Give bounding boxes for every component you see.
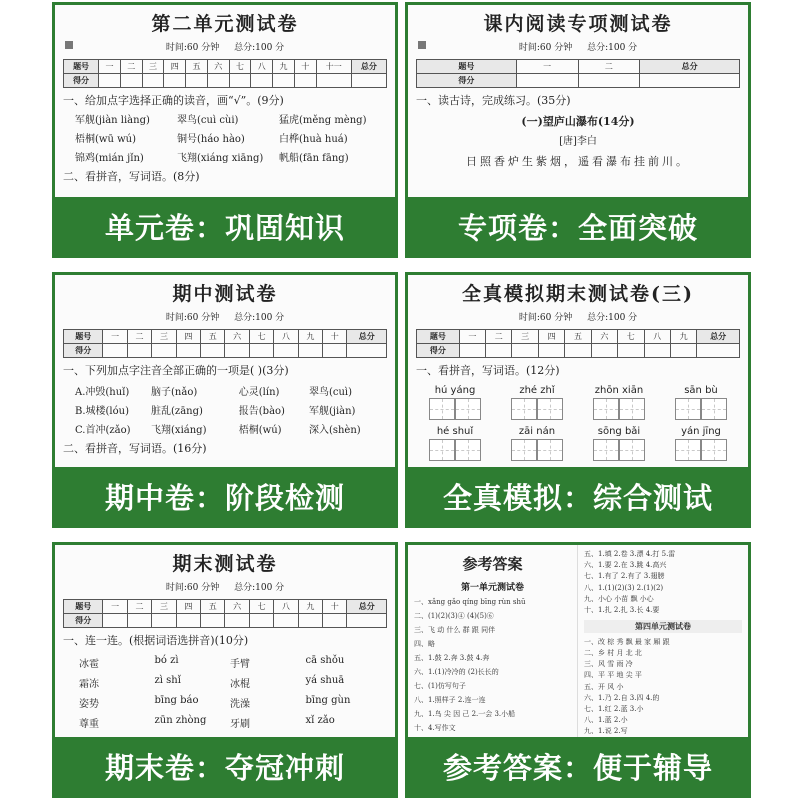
- answer-line: 九、1.说 2.写: [584, 727, 628, 736]
- pinyin-box: [511, 385, 563, 420]
- score-table-header: 三: [152, 330, 176, 344]
- score-table-header: 九: [670, 330, 696, 344]
- question-1: 一、给加点字选择正确的读音，画“√”。(9分): [63, 94, 284, 107]
- score-table-header: 题号: [417, 60, 517, 74]
- answer-line: 八、1.蓝 2.小: [584, 716, 628, 725]
- score-table-header: 一: [103, 600, 127, 614]
- answer-line: 二、乡 村 月 北 北: [584, 649, 642, 658]
- answer-subtitle-2: 第四单元测试卷: [584, 620, 742, 633]
- match-item: bīng gùn: [305, 694, 351, 706]
- score-cell: [347, 344, 387, 358]
- writing-cell: [537, 398, 563, 420]
- score-table-header: 题号: [64, 600, 103, 614]
- pinyin-box: [429, 385, 481, 420]
- score-table: [416, 59, 740, 88]
- score-cell: [316, 74, 351, 88]
- score-table-header: 总分: [640, 60, 740, 74]
- exam-paper-mock: [408, 275, 748, 471]
- answer-column-right: [578, 545, 748, 741]
- option-item: 翠鸟(cuì): [308, 386, 352, 398]
- option-item: C.首冲(zǎo): [75, 424, 131, 436]
- score-cell: [201, 344, 225, 358]
- option-item: 梧桐(wū wú): [75, 133, 136, 145]
- writing-cell: [511, 398, 537, 420]
- match-item: zūn zhòng: [154, 714, 207, 726]
- score-cell: [644, 344, 670, 358]
- question-2: 二、看拼音，写词语。(16分): [63, 441, 207, 455]
- score-cell: [164, 74, 186, 88]
- score-table-header: 五: [201, 330, 225, 344]
- score-cell: [274, 614, 298, 628]
- answer-line: 七、1.有了 2.有了 3.翅膀: [584, 572, 665, 581]
- banner-label: 期中卷：阶段检测: [55, 467, 395, 525]
- test-meta: [55, 40, 395, 53]
- score-table-header: 总分: [351, 60, 386, 74]
- banner-label: 参考答案：便于辅导: [408, 737, 748, 795]
- pinyin-row-2: [414, 426, 742, 461]
- score-table-header: 七: [249, 600, 273, 614]
- pinyin-box: [511, 426, 563, 461]
- score-table-header: 总分: [347, 330, 387, 344]
- answer-subtitle: 第一单元测试卷: [460, 583, 524, 593]
- option-item: 梧桐(wú): [238, 424, 282, 436]
- pinyin-text: sān bù: [684, 384, 718, 396]
- pinyin-text: hú yáng: [434, 384, 476, 396]
- answer-lines-right: [584, 549, 742, 616]
- score-cell: [298, 344, 322, 358]
- pinyin-box: [675, 385, 727, 420]
- score-table: [63, 59, 387, 88]
- score-table-header: 九: [298, 330, 322, 344]
- panel-midterm-test: [52, 272, 398, 528]
- score-cell: [565, 344, 591, 358]
- page-title: 课内阅读专项测试卷: [483, 13, 673, 35]
- matching-list: [79, 655, 381, 730]
- pinyin-text: zāi nán: [518, 425, 556, 437]
- match-item: bīng báo: [154, 694, 199, 706]
- score-table-header: 十: [323, 330, 347, 344]
- match-item: 霜冻: [79, 678, 99, 690]
- score-cell: [323, 614, 347, 628]
- page-title: 第二单元测试卷: [151, 13, 299, 35]
- exam-paper-final: [55, 545, 395, 741]
- pinyin-row-1: [414, 385, 742, 420]
- match-item: bó zì: [154, 654, 179, 666]
- pinyin-text: sōng bǎi: [597, 425, 641, 437]
- match-item: xǐ zǎo: [305, 714, 335, 726]
- score-table-header: 八: [274, 600, 298, 614]
- option-item: 报告(bào): [238, 405, 285, 417]
- score-cell: [142, 74, 164, 88]
- score-table-header: 一: [516, 60, 578, 74]
- score-cell: [538, 344, 564, 358]
- score-label: 总分:100 分: [587, 313, 638, 323]
- score-table-header: 三: [152, 600, 176, 614]
- answer-line: 十、1.扎 2.扎 3.长 4.要: [584, 605, 660, 614]
- answer-line: 五、1.鼓 2.奔 3.鼓 4.奔: [414, 654, 490, 662]
- score-cell: [207, 74, 229, 88]
- score-table-header: 二: [127, 600, 151, 614]
- answer-line: 八、1.(1)(2)(3) 2.(1)(2): [584, 583, 664, 592]
- score-cell: [351, 74, 386, 88]
- score-table-header: 二: [486, 330, 512, 344]
- question-1: 一、下列加点字注音全部正确的一项是( )(3分): [63, 364, 289, 377]
- score-label: 总分:100 分: [234, 43, 285, 53]
- answer-line: 六、1.要 2.在 3.跳 4.高兴: [584, 561, 667, 570]
- score-table-header: 三: [512, 330, 538, 344]
- match-item: 手臂: [230, 658, 250, 670]
- pinyin-box: [429, 426, 481, 461]
- answer-line: 四、平 平 地 尖 平: [584, 671, 642, 680]
- score-cell: [103, 344, 127, 358]
- score-cell: [670, 344, 696, 358]
- writing-cell: [701, 398, 727, 420]
- score-cell: [176, 344, 200, 358]
- panel-unit-test: [52, 2, 398, 258]
- answer-columns: [408, 545, 748, 741]
- writing-cell: [429, 398, 455, 420]
- score-cell: [152, 344, 176, 358]
- option-item: 军舰(jiàn): [308, 405, 356, 417]
- panel-mock-final-test: [405, 272, 751, 528]
- score-table-header: 三: [142, 60, 164, 74]
- score-row-label: 得分: [417, 74, 517, 88]
- score-table-header: 十一: [316, 60, 351, 74]
- writing-cell: [455, 398, 481, 420]
- score-table-header: 八: [274, 330, 298, 344]
- match-item: 冰雹: [79, 658, 99, 670]
- option-item: 脏乱(zāng): [151, 405, 203, 417]
- match-item: 冰棍: [230, 678, 250, 690]
- writing-cell: [537, 439, 563, 461]
- writing-cell: [619, 439, 645, 461]
- score-table-header: 一: [99, 60, 121, 74]
- score-cell: [120, 74, 142, 88]
- question-1: 一、读古诗，完成练习。(35分): [416, 94, 571, 107]
- score-table: [63, 329, 387, 358]
- answer-line: 五、1.填 2.卷 3.漂 4.打 5.雷: [584, 550, 676, 558]
- score-table-header: 七: [229, 60, 251, 74]
- question-1-options: [75, 383, 385, 436]
- match-item: 姿势: [79, 698, 99, 710]
- score-table-header: 六: [225, 330, 249, 344]
- answer-line: 三、风 雪 雨 冷: [584, 660, 633, 669]
- question-1: 一、看拼音，写词语。(12分): [416, 364, 560, 377]
- option-item: 深入(shèn): [308, 424, 361, 436]
- score-cell: [99, 74, 121, 88]
- score-cell: [127, 344, 151, 358]
- score-table-header: 五: [186, 60, 208, 74]
- score-cell: [618, 344, 644, 358]
- score-row-label: 得分: [417, 344, 460, 358]
- answer-line: 九、1.鸟 尖 因 己 2.一会 3.小船: [414, 710, 516, 718]
- pinyin-box: [675, 426, 727, 461]
- answer-line: 七、1.红 2.蓝 3.小: [584, 705, 644, 714]
- answer-line: 二、(1)(2)(3)④ (4)(5)⑥: [414, 612, 494, 620]
- score-table-header: 四: [176, 330, 200, 344]
- test-meta: [408, 40, 748, 53]
- option-item: 铜号(háo hào): [177, 133, 245, 145]
- score-cell: [251, 74, 273, 88]
- pinyin-text: yán jīng: [681, 425, 721, 437]
- score-table-header: 六: [225, 600, 249, 614]
- panel-final-test: [52, 542, 398, 798]
- score-cell: [516, 74, 578, 88]
- answer-line: 四、略: [414, 640, 435, 648]
- score-table-header: 一: [103, 330, 127, 344]
- option-item: 心灵(lín): [238, 386, 280, 398]
- poem-title: (一)望庐山瀑布(14分): [521, 114, 635, 128]
- score-table-header: 五: [565, 330, 591, 344]
- score-table-header: 八: [644, 330, 670, 344]
- score-cell: [591, 344, 617, 358]
- score-cell: [249, 344, 273, 358]
- writing-cell: [675, 439, 701, 461]
- page-title: 全真模拟期末测试卷(三): [462, 283, 694, 305]
- option-item: 猛虎(měng mèng): [279, 114, 367, 126]
- answer-line: 九、小心 小苗 飘 小心: [584, 594, 654, 603]
- time-label: 时间:60 分钟: [518, 313, 573, 323]
- score-cell: [176, 614, 200, 628]
- score-cell: [294, 74, 316, 88]
- score-cell: [152, 614, 176, 628]
- answer-column-left: [408, 545, 578, 741]
- pinyin-box: [593, 385, 645, 420]
- answer-line: 十、4.写作文: [414, 724, 456, 732]
- answer-title: 参考答案: [462, 555, 523, 573]
- score-cell: [201, 614, 225, 628]
- exam-paper-unit: [55, 5, 395, 201]
- writing-cell: [619, 398, 645, 420]
- score-cell: [512, 344, 538, 358]
- score-cell: [347, 614, 387, 628]
- score-table-header: 六: [591, 330, 617, 344]
- time-label: 时间:60 分钟: [518, 43, 573, 53]
- option-item: 帆船(fān fāng): [279, 152, 349, 164]
- question-1-options: [75, 111, 381, 164]
- question-2: 二、看拼音，写词语。(8分): [63, 169, 200, 183]
- score-table-header: 六: [207, 60, 229, 74]
- answer-line: 五、开 风 小: [584, 682, 624, 691]
- score-cell: [298, 614, 322, 628]
- answer-lines-left: [414, 597, 571, 733]
- poem-author: [唐]李白: [559, 135, 597, 147]
- score-table-header: 八: [251, 60, 273, 74]
- score-cell: [229, 74, 251, 88]
- score-row-label: 得分: [64, 74, 99, 88]
- answer-line: 六、1.乃 2.自 3.四 4.的: [584, 693, 660, 702]
- score-row-label: 得分: [64, 614, 103, 628]
- corner-marker: [65, 41, 73, 49]
- writing-cell: [429, 439, 455, 461]
- banner-label: 全真模拟：综合测试: [408, 467, 748, 525]
- score-table-header: 二: [120, 60, 142, 74]
- panel-reading-test: [405, 2, 751, 258]
- answer-line: 六、1.(1)冷冷的 (2)长长的: [414, 668, 499, 676]
- pinyin-box: [593, 426, 645, 461]
- option-item: 飞翔(xiáng xiāng): [177, 152, 264, 164]
- panel-answer-key: [405, 542, 751, 798]
- score-cell: [697, 344, 740, 358]
- banner-label: 期末卷：夺冠冲刺: [55, 737, 395, 795]
- time-label: 时间:60 分钟: [165, 43, 220, 53]
- time-label: 时间:60 分钟: [165, 313, 220, 323]
- score-cell: [127, 614, 151, 628]
- score-cell: [578, 74, 640, 88]
- page-title: 期末测试卷: [172, 553, 278, 575]
- score-label: 总分:100 分: [234, 313, 285, 323]
- pinyin-text: zhé zhǐ: [519, 384, 555, 396]
- score-table: [63, 599, 387, 628]
- answer-line: 八、1.照样子 2.连一连: [414, 696, 486, 704]
- score-table-header: 九: [298, 600, 322, 614]
- score-table-header: 一: [459, 330, 485, 344]
- match-item: cā shǒu: [305, 654, 345, 666]
- writing-cell: [511, 439, 537, 461]
- option-item: B.城楼(lóu): [75, 405, 129, 417]
- score-cell: [186, 74, 208, 88]
- option-item: A.冲毁(huǐ): [75, 386, 130, 398]
- score-table-header: 十: [323, 600, 347, 614]
- banner-label: 单元卷：巩固知识: [55, 197, 395, 255]
- score-cell: [323, 344, 347, 358]
- writing-cell: [675, 398, 701, 420]
- score-table-header: 二: [578, 60, 640, 74]
- test-meta: [55, 310, 395, 323]
- score-table: [416, 329, 740, 358]
- score-table-header: 题号: [64, 60, 99, 74]
- score-cell: [640, 74, 740, 88]
- score-table-header: 题号: [64, 330, 103, 344]
- score-table-header: 七: [618, 330, 644, 344]
- test-meta: [55, 580, 395, 593]
- answer-line: 一、改 棕 秀 飘 最 家 厢 跟: [584, 637, 670, 646]
- score-cell: [225, 614, 249, 628]
- banner-label: 专项卷：全面突破: [408, 197, 748, 255]
- answer-line: 三、飞 动 什么 群 跟 同伴: [414, 626, 496, 634]
- option-item: 脑子(nǎo): [151, 386, 198, 398]
- answer-lines-right-2: [584, 637, 742, 749]
- match-item: zì shǐ: [154, 674, 181, 686]
- answer-key-paper: [408, 545, 748, 741]
- pinyin-text: zhōn xiān: [594, 384, 644, 396]
- score-cell: [274, 344, 298, 358]
- option-item: 锦鸡(mián jǐn): [75, 152, 144, 164]
- writing-cell: [455, 439, 481, 461]
- score-label: 总分:100 分: [587, 43, 638, 53]
- writing-cell: [593, 439, 619, 461]
- option-item: 白桦(huà huá): [279, 133, 348, 145]
- score-table-header: 四: [176, 600, 200, 614]
- option-item: 飞翔(xiáng): [151, 424, 207, 436]
- score-table-header: 总分: [697, 330, 740, 344]
- score-cell: [273, 74, 295, 88]
- writing-cell: [701, 439, 727, 461]
- score-label: 总分:100 分: [234, 583, 285, 593]
- writing-cell: [593, 398, 619, 420]
- poem-line: 日照香炉生紫烟，遥看瀑布挂前川。: [466, 154, 690, 168]
- answer-line: 七、(1)仿写句子: [414, 682, 466, 690]
- score-cell: [225, 344, 249, 358]
- match-item: 洗澡: [230, 698, 250, 710]
- answer-line: 一、xǎng gǎo qíng bīng rùn shū: [414, 598, 526, 606]
- corner-marker: [418, 41, 426, 49]
- score-table-header: 四: [164, 60, 186, 74]
- match-item: yá shuā: [305, 674, 345, 686]
- score-table-header: 九: [273, 60, 295, 74]
- test-meta: [408, 310, 748, 323]
- score-cell: [249, 614, 273, 628]
- option-item: 翠鸟(cuì cùi): [177, 114, 239, 126]
- score-table-header: 四: [538, 330, 564, 344]
- score-table-header: 十: [294, 60, 316, 74]
- question-1: 一、连一连。(根据词语选拼音)(10分): [63, 634, 249, 647]
- score-cell: [103, 614, 127, 628]
- pinyin-text: hé shuǐ: [436, 425, 474, 437]
- exam-paper-midterm: [55, 275, 395, 471]
- page-title: 期中测试卷: [172, 283, 278, 305]
- score-table-header: 题号: [417, 330, 460, 344]
- score-row-label: 得分: [64, 344, 103, 358]
- score-table-header: 七: [249, 330, 273, 344]
- score-table-header: 二: [127, 330, 151, 344]
- option-item: 军舰(jiàn liàng): [75, 114, 150, 126]
- match-item: 尊重: [79, 718, 99, 730]
- score-cell: [486, 344, 512, 358]
- score-cell: [459, 344, 485, 358]
- match-item: 牙刷: [230, 718, 250, 730]
- time-label: 时间:60 分钟: [165, 583, 220, 593]
- score-table-header: 五: [201, 600, 225, 614]
- score-table-header: 总分: [347, 600, 387, 614]
- exam-paper-reading: [408, 5, 748, 201]
